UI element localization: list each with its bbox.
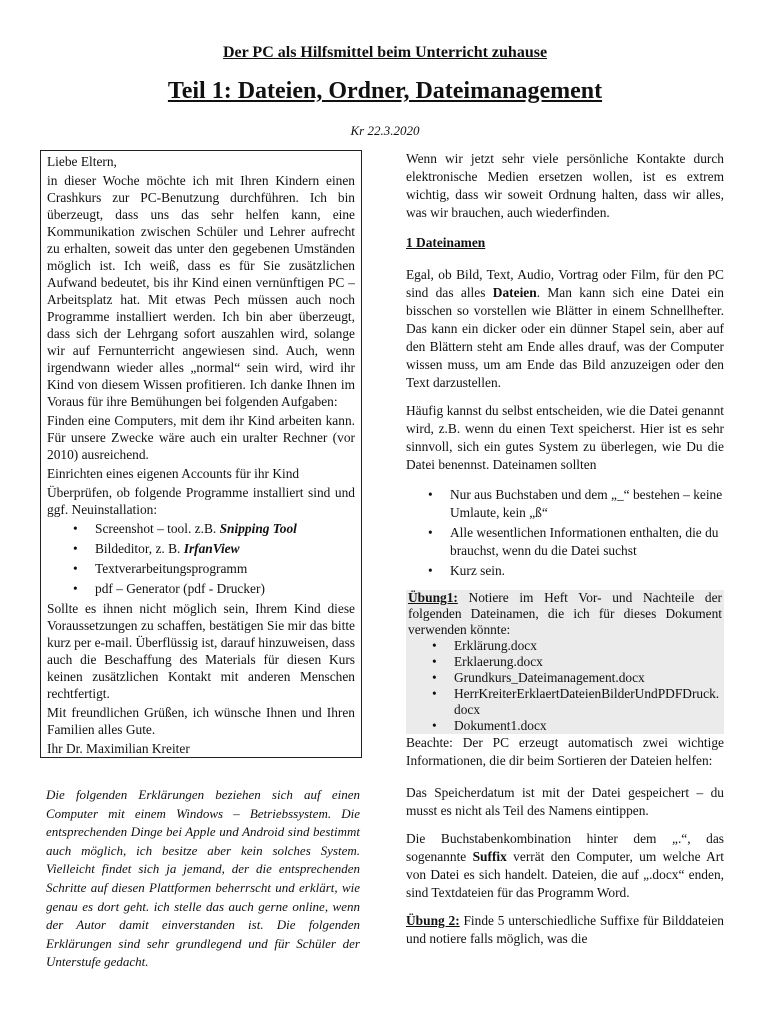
body-paragraph: Die Buchstabenkombination hinter dem „.“, das sogenannte Suffix verrät den Computer, um welche Art von Datei es sich handelt. Dateien, die auf „.docx“ enden, sind Textdateien für das Programm Word.	[406, 831, 724, 900]
exercise-label: Übung1:	[408, 590, 458, 605]
list-item: • Alle wesentlichen Informationen enthalten, die du brauchst, wenn du die Datei suchst	[450, 524, 724, 560]
letter-salutation: Liebe Eltern,	[47, 154, 117, 169]
program-text: Bildeditor, z. B.	[95, 541, 184, 556]
body-paragraph: Egal, ob Bild, Text, Audio, Vortrag oder Film, für den PC sind das alles Dateien. Man kann sich eine Datei ein bisschen so vorstellen wie Blätter in einem Schnellhefter. Das kann ein dicker oder ein dünner Stapel sein, aber auf den Blättern steht am Ende alles drauf, was der Computer wissen muss, um am Ende das Bild anzuzeigen oder den Text darzustellen.	[406, 267, 724, 390]
program-text: Screenshot – tool. z.B.	[95, 521, 220, 536]
intro-paragraph: Wenn wir jetzt sehr viele persönliche Kontakte durch elektronische Medien ersetzen wollen, ist es extrem wichtig, dass wir soweit Ordnung halten, dass wir alles, was wir brauchen, auch wiederfinden.	[406, 151, 724, 220]
program-name: Snipping Tool	[219, 521, 297, 536]
section-heading: 1 Dateinamen	[406, 235, 486, 250]
list-item: • HerrKreiterErklaertDateienBilderUndPDFDruck.docx	[454, 686, 722, 718]
program-text: pdf – Generator (pdf - Drucker)	[95, 581, 265, 596]
body-paragraph: Das Speicherdatum ist mit der Datei gespeichert – du musst es nicht als Teil des Namens eintippen.	[406, 785, 724, 818]
date-line: Kr 22.3.2020	[350, 123, 420, 138]
list-item	[95, 580, 355, 597]
list-item	[95, 560, 355, 577]
program-name: IrfanView	[183, 541, 240, 556]
exercise-1-box	[406, 590, 724, 734]
body-paragraph: Häufig kannst du selbst entscheiden, wie die Datei genannt wird, z.B. wenn du einen Text speicherst. Hier ist es sehr sinnvoll, sich ein gutes System zu überlegen, wie Du die Datei benennst. Dateinamen sollten	[406, 403, 724, 472]
body-paragraph: Beachte: Der PC erzeugt automatisch zwei wichtige Informationen, die dir beim Sortieren der Dateien helfen:	[406, 735, 724, 768]
letter-paragraph: Einrichten eines eigenen Accounts für ihr Kind	[47, 466, 300, 481]
list-item	[95, 520, 355, 537]
page-title: Teil 1: Dateien, Ordner, Dateimanagement	[167, 78, 603, 104]
program-list	[47, 520, 355, 597]
filename-list	[408, 638, 722, 734]
list-item: • Grundkurs_Dateimanagement.docx	[454, 670, 722, 686]
naming-rules-list	[406, 486, 724, 580]
list-item: • Kurz sein.	[450, 562, 724, 580]
list-item: • Erklaerung.docx	[454, 654, 722, 670]
main-column	[406, 150, 724, 958]
letter-signature: Ihr Dr. Maximilian Kreiter	[47, 741, 190, 756]
document-supertitle: Der PC als Hilfsmittel beim Unterricht zuhause	[222, 44, 548, 61]
letter-paragraph: Überprüfen, ob folgende Programme installiert sind und ggf. Neuinstallation:	[47, 485, 355, 517]
parents-letter-box	[40, 150, 362, 758]
list-item: • Nur aus Buchstaben und dem „_“ bestehen – keine Umlaute, kein „ß“	[450, 486, 724, 522]
list-item: • Erklärung.docx	[454, 638, 722, 654]
exercise-label: Übung 2:	[406, 913, 460, 928]
letter-paragraph: Sollte es ihnen nicht möglich sein, Ihrem Kind diese Voraussetzungen zu schaffen, bestätigen Sie mir das bitte kurz per e-mail. Überflüssig ist, darauf hinzuweisen, dass auch die Beschaffung des Materials für diesen Kurs keinen zusätzlichen Kontakt mit anderen Menschen rechtfertigt.	[47, 601, 355, 701]
letter-paragraph: Mit freundlichen Grüßen, ich wünsche Ihnen und Ihren Familien alles Gute.	[47, 705, 355, 737]
exercise-2-text: Übung 2: Finde 5 unterschiedliche Suffixe für Bilddateien und notiere falls möglich, was die	[406, 913, 724, 946]
list-item	[95, 540, 355, 557]
exercise-1-text: Übung1: Notiere im Heft Vor- und Nachteile der folgenden Dateinamen, die ich für dieses Dokument verwenden könnte:	[408, 590, 722, 637]
platform-note: Die folgenden Erklärungen beziehen sich auf einen Computer mit einem Windows – Betriebssystem. Die entsprechenden Dinge bei Apple und Android sind bestimmt auch möglich, ich besitze aber kein solches System. Vielleicht findet sich ja jemand, der die entsprechenden Schritte auf diesen Plattformen beherrscht und erklärt, wie genau es dort geht. ich stelle das auch gerne online, wenn der Autor damit einverstanden ist. Die folgenden Erklärungen sind sehr grundlegend und für Schüler der Unterstufe gedacht.	[46, 787, 360, 970]
program-text: Textverarbeitungsprogramm	[95, 561, 248, 576]
letter-paragraph: in dieser Woche möchte ich mit Ihren Kindern einen Crashkurs zur PC-Benutzung durchführen. Ich bin überzeugt, dass uns das sehr helfen kann, eine Kommunikation zwischen Schüler und Lehrer aufrecht zu erhalten, soweit das unter den gegebenen Umständen möglich ist. Ich weiß, dass es für Sie zusätzlichen Aufwand bedeutet, bis ihr Kind einen vernünftigen PC – Arbeitsplatz hat. Mit etwas Pech müssen auch noch Programme installiert werden. Ich bin aber überzeugt, dass sich der Lehrgang sofort auszahlen wird, solange wir auf Fernunterricht angewiesen sind. Auch, wenn irgendwann wieder alles „normal“ sein wird, wird ihr Kind von diesem Wissen profitieren. Ich danke Ihnen im Voraus für ihre Bemühungen bei folgenden Aufgaben:	[47, 173, 355, 409]
letter-paragraph: Finden eine Computers, mit dem ihr Kind arbeiten kann. Für unsere Zwecke wäre auch ein uralter Rechner (vor 2010) ausreichend.	[47, 413, 355, 462]
list-item: • Dokument1.docx	[454, 718, 722, 734]
